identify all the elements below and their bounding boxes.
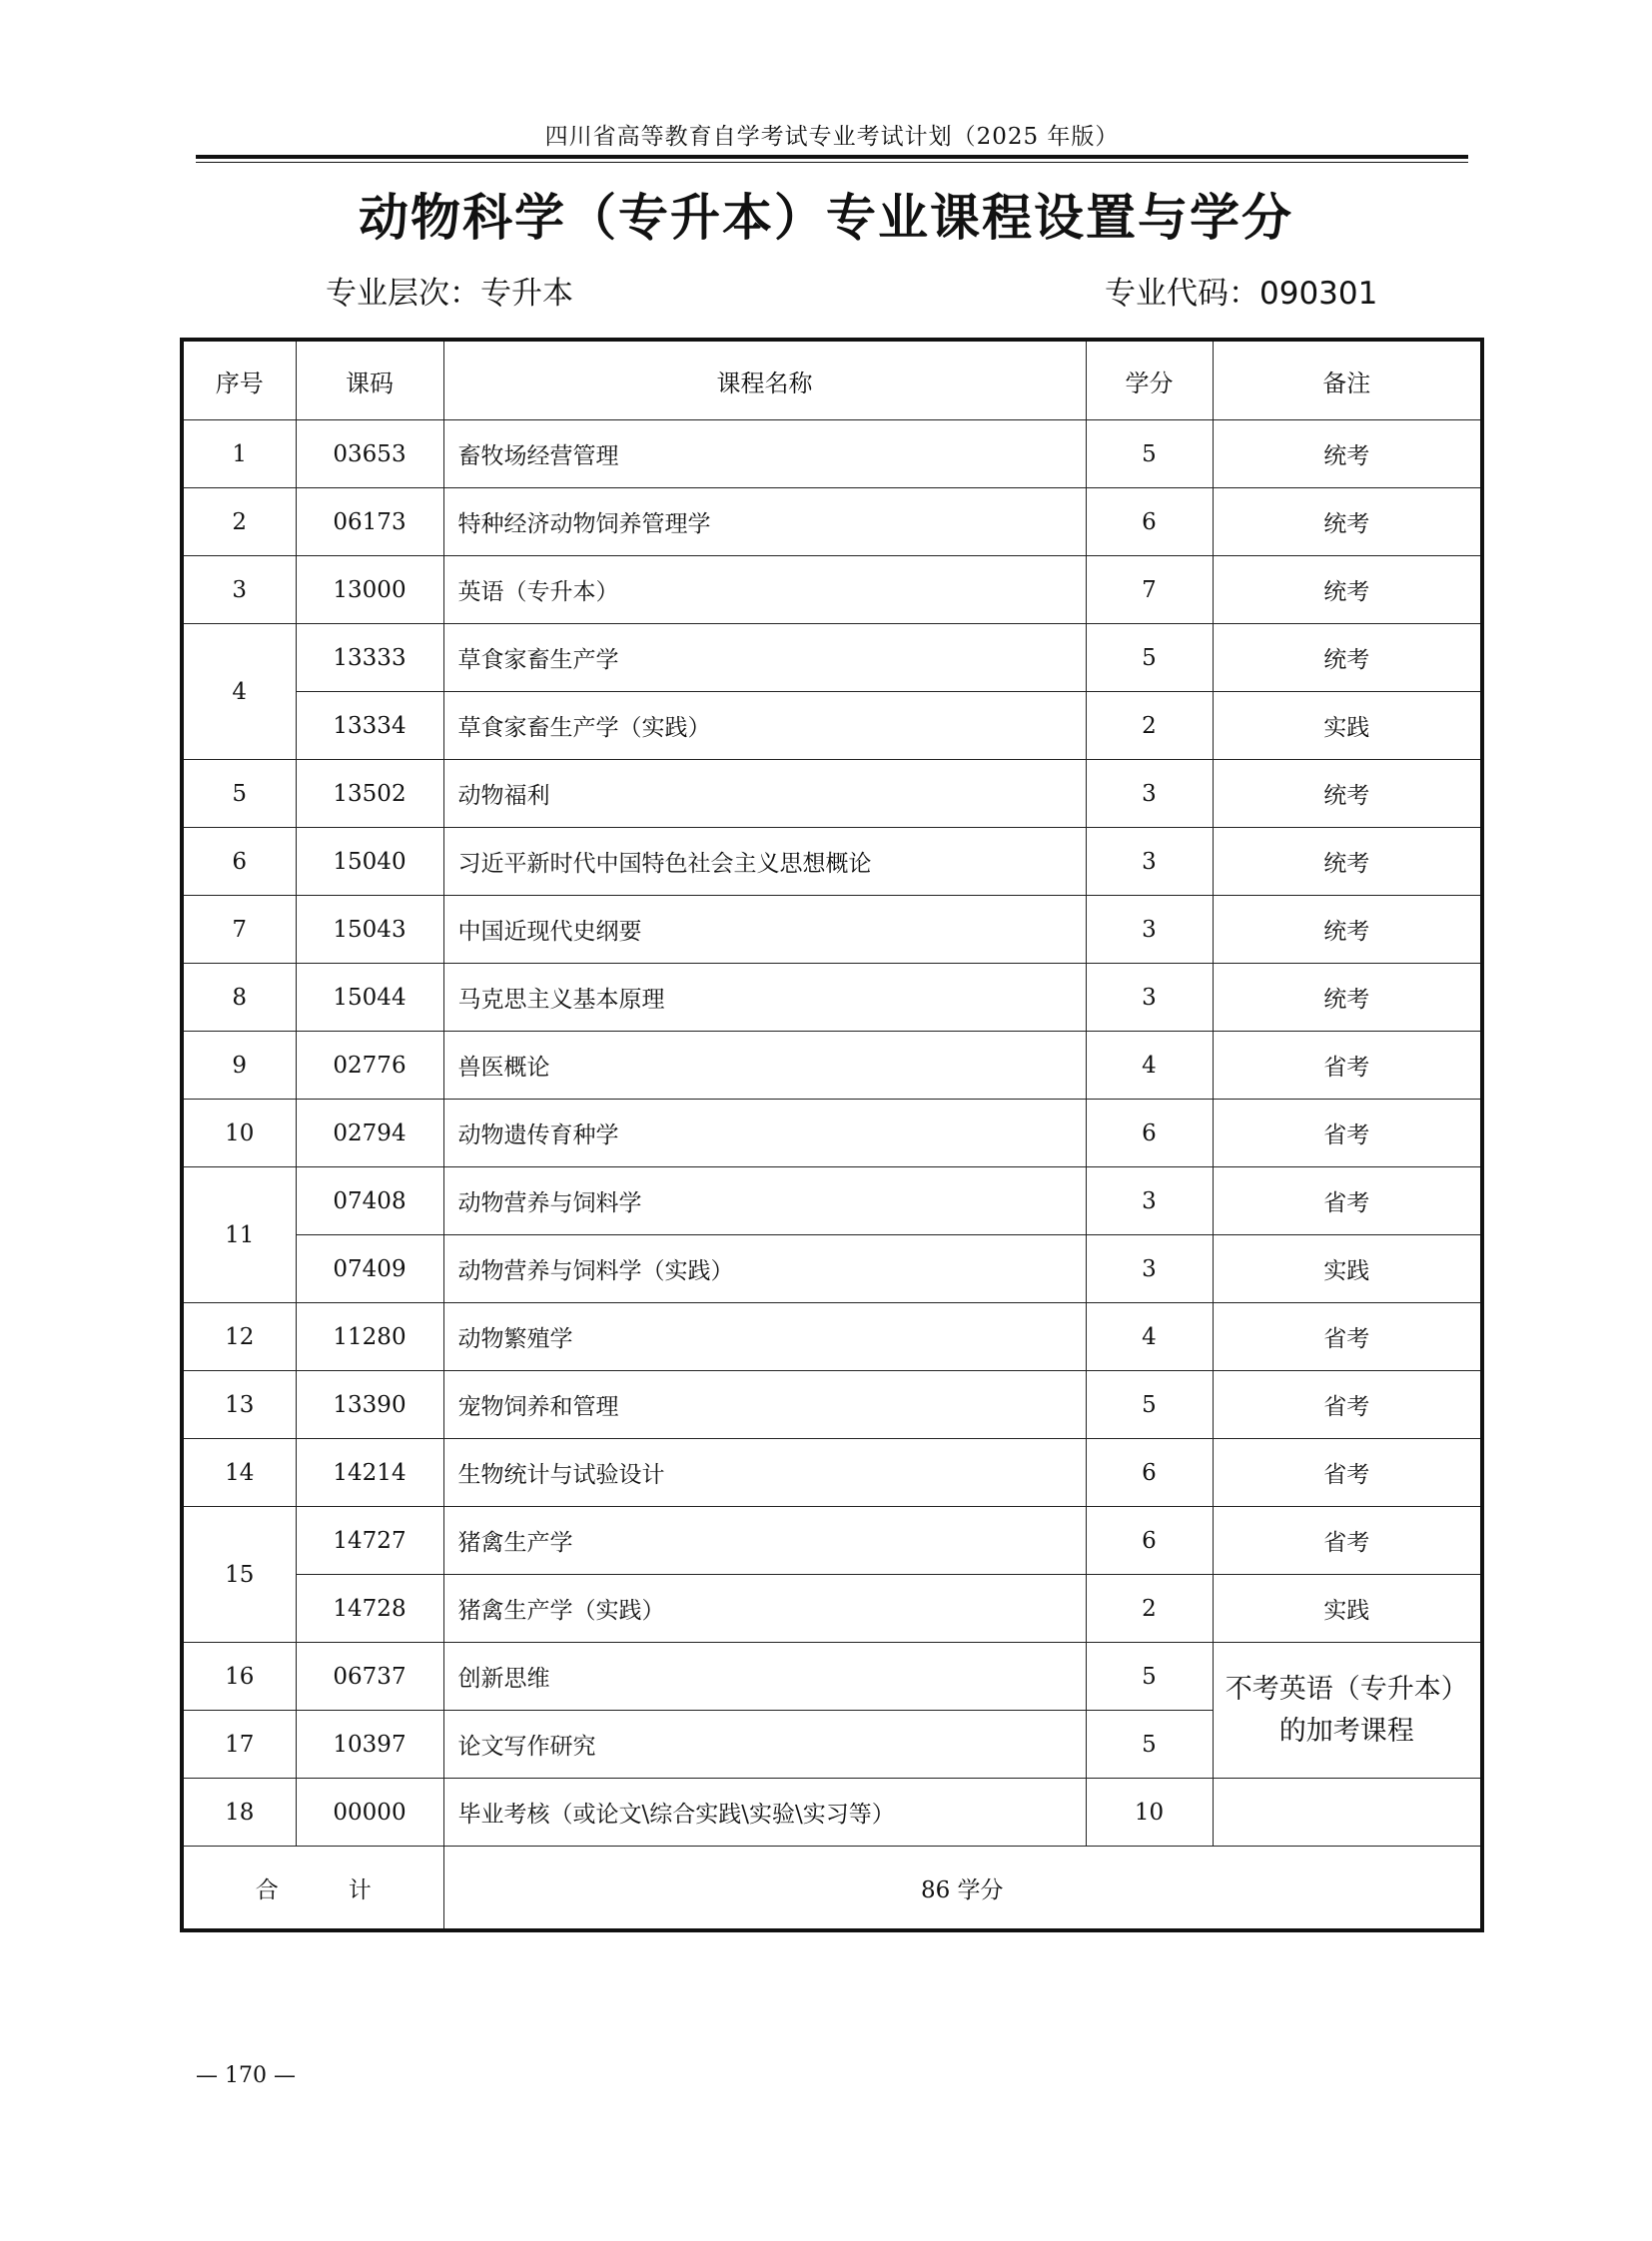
row-remark: 统考 xyxy=(1213,488,1482,556)
column-header-credit: 学分 xyxy=(1086,340,1213,420)
row-code: 15043 xyxy=(296,896,443,964)
row-remark: 实践 xyxy=(1213,1575,1482,1643)
row-no: 7 xyxy=(182,896,296,964)
row-remark: 统考 xyxy=(1213,760,1482,828)
row-code: 14727 xyxy=(296,1507,443,1575)
table-row xyxy=(182,1439,1482,1507)
row-code: 02794 xyxy=(296,1100,443,1167)
remark-extra-line-2: 的加考课程 xyxy=(1278,1715,1414,1747)
header-rule-thick xyxy=(196,155,1468,159)
row-credit: 3 xyxy=(1086,896,1213,964)
row-no: 8 xyxy=(182,964,296,1032)
row-course-name: 英语（专升本） xyxy=(443,556,1086,624)
total-credits: 86 学分 xyxy=(443,1847,1482,1931)
row-no: 17 xyxy=(182,1711,296,1779)
row-course-name: 草食家畜生产学 xyxy=(443,624,1086,692)
row-no: 5 xyxy=(182,760,296,828)
row-course-name: 动物繁殖学 xyxy=(443,1303,1086,1371)
total-label-char-2: 计 xyxy=(348,1876,372,1903)
row-remark: 统考 xyxy=(1213,556,1482,624)
row-course-name: 中国近现代史纲要 xyxy=(443,896,1086,964)
row-code: 13334 xyxy=(296,692,443,760)
row-credit: 2 xyxy=(1086,692,1213,760)
row-course-name: 猪禽生产学 xyxy=(443,1507,1086,1575)
row-code: 14728 xyxy=(296,1575,443,1643)
row-credit: 10 xyxy=(1086,1779,1213,1847)
table-row xyxy=(182,1371,1482,1439)
table-row xyxy=(182,556,1482,624)
table-row xyxy=(182,488,1482,556)
row-credit: 6 xyxy=(1086,488,1213,556)
row-credit: 3 xyxy=(1086,1167,1213,1235)
header-rule-thin xyxy=(196,162,1468,163)
major-code-label: 专业代码： xyxy=(1105,276,1259,312)
row-code: 15040 xyxy=(296,828,443,896)
table-row xyxy=(182,1167,1482,1235)
row-no: 6 xyxy=(182,828,296,896)
column-header-remark: 备注 xyxy=(1213,340,1482,420)
column-header-no: 序号 xyxy=(182,340,296,420)
row-credit: 3 xyxy=(1086,964,1213,1032)
page-title: 动物科学（专升本）专业课程设置与学分 xyxy=(359,189,1293,247)
row-credit: 4 xyxy=(1086,1303,1213,1371)
row-credit: 3 xyxy=(1086,760,1213,828)
row-course-name: 特种经济动物饲养管理学 xyxy=(443,488,1086,556)
row-course-name: 猪禽生产学（实践） xyxy=(443,1575,1086,1643)
column-header-name: 课程名称 xyxy=(443,340,1086,420)
table-row xyxy=(182,828,1482,896)
table-row xyxy=(182,1100,1482,1167)
table-row xyxy=(182,692,1482,760)
row-credit: 6 xyxy=(1086,1439,1213,1507)
table-header-row xyxy=(182,340,1482,420)
row-remark-extra-course xyxy=(1213,1643,1482,1779)
row-no: 15 xyxy=(182,1507,296,1643)
row-no: 10 xyxy=(182,1100,296,1167)
row-remark: 统考 xyxy=(1213,896,1482,964)
row-course-name: 动物遗传育种学 xyxy=(443,1100,1086,1167)
major-level xyxy=(326,268,573,313)
row-credit: 5 xyxy=(1086,420,1213,488)
total-label xyxy=(182,1847,443,1931)
row-course-name: 畜牧场经营管理 xyxy=(443,420,1086,488)
course-table xyxy=(180,338,1484,1932)
row-code: 10397 xyxy=(296,1711,443,1779)
table-row xyxy=(182,760,1482,828)
row-remark: 统考 xyxy=(1213,828,1482,896)
row-code: 13502 xyxy=(296,760,443,828)
table-row xyxy=(182,420,1482,488)
table-row xyxy=(182,1032,1482,1100)
row-no: 16 xyxy=(182,1643,296,1711)
row-course-name: 草食家畜生产学（实践） xyxy=(443,692,1086,760)
row-code: 11280 xyxy=(296,1303,443,1371)
page-number: — 170 — xyxy=(196,2063,296,2088)
row-course-name: 兽医概论 xyxy=(443,1032,1086,1100)
row-credit: 3 xyxy=(1086,828,1213,896)
row-code: 06737 xyxy=(296,1643,443,1711)
row-credit: 5 xyxy=(1086,1371,1213,1439)
row-remark: 省考 xyxy=(1213,1371,1482,1439)
row-credit: 7 xyxy=(1086,556,1213,624)
row-code: 07408 xyxy=(296,1167,443,1235)
major-code xyxy=(1105,268,1377,313)
row-no: 14 xyxy=(182,1439,296,1507)
row-no: 2 xyxy=(182,488,296,556)
row-no: 12 xyxy=(182,1303,296,1371)
table-row xyxy=(182,1303,1482,1371)
row-no: 9 xyxy=(182,1032,296,1100)
row-remark: 统考 xyxy=(1213,420,1482,488)
row-remark: 实践 xyxy=(1213,1235,1482,1303)
row-credit: 5 xyxy=(1086,1711,1213,1779)
row-credit: 4 xyxy=(1086,1032,1213,1100)
row-credit: 6 xyxy=(1086,1100,1213,1167)
row-no: 18 xyxy=(182,1779,296,1847)
major-level-value: 专升本 xyxy=(480,276,573,312)
table-row xyxy=(182,1643,1482,1711)
row-credit: 2 xyxy=(1086,1575,1213,1643)
table-row xyxy=(182,896,1482,964)
remark-extra-line-1: 不考英语（专升本） xyxy=(1225,1673,1468,1705)
row-credit: 5 xyxy=(1086,1643,1213,1711)
row-code: 03653 xyxy=(296,420,443,488)
major-level-label: 专业层次： xyxy=(326,276,480,312)
row-code: 00000 xyxy=(296,1779,443,1847)
table-row xyxy=(182,624,1482,692)
row-code: 13333 xyxy=(296,624,443,692)
column-header-code: 课码 xyxy=(296,340,443,420)
row-course-name: 生物统计与试验设计 xyxy=(443,1439,1086,1507)
total-row xyxy=(182,1847,1482,1931)
row-remark: 统考 xyxy=(1213,624,1482,692)
row-remark: 省考 xyxy=(1213,1439,1482,1507)
total-label-char-1: 合 xyxy=(255,1876,279,1903)
table-row xyxy=(182,964,1482,1032)
row-no: 13 xyxy=(182,1371,296,1439)
row-course-name: 动物营养与饲料学 xyxy=(443,1167,1086,1235)
row-remark: 省考 xyxy=(1213,1032,1482,1100)
row-code: 15044 xyxy=(296,964,443,1032)
running-header: 四川省高等教育自学考试专业考试计划（2025 年版） xyxy=(544,124,1120,150)
row-course-name: 马克思主义基本原理 xyxy=(443,964,1086,1032)
row-remark xyxy=(1213,1779,1482,1847)
row-course-name: 动物福利 xyxy=(443,760,1086,828)
row-credit: 5 xyxy=(1086,624,1213,692)
row-course-name: 宠物饲养和管理 xyxy=(443,1371,1086,1439)
table-row xyxy=(182,1507,1482,1575)
row-code: 14214 xyxy=(296,1439,443,1507)
row-remark: 省考 xyxy=(1213,1303,1482,1371)
table-row xyxy=(182,1779,1482,1847)
row-remark: 省考 xyxy=(1213,1507,1482,1575)
row-remark: 省考 xyxy=(1213,1167,1482,1235)
row-course-name: 创新思维 xyxy=(443,1643,1086,1711)
row-course-name: 论文写作研究 xyxy=(443,1711,1086,1779)
row-course-name: 毕业考核（或论文\综合实践\实验\实习等） xyxy=(443,1779,1086,1847)
row-remark: 统考 xyxy=(1213,964,1482,1032)
row-course-name: 习近平新时代中国特色社会主义思想概论 xyxy=(443,828,1086,896)
row-code: 02776 xyxy=(296,1032,443,1100)
row-code: 06173 xyxy=(296,488,443,556)
row-no: 4 xyxy=(182,624,296,760)
row-code: 13000 xyxy=(296,556,443,624)
row-credit: 6 xyxy=(1086,1507,1213,1575)
row-code: 07409 xyxy=(296,1235,443,1303)
table-row xyxy=(182,1235,1482,1303)
row-credit: 3 xyxy=(1086,1235,1213,1303)
table-row xyxy=(182,1575,1482,1643)
row-no: 3 xyxy=(182,556,296,624)
row-code: 13390 xyxy=(296,1371,443,1439)
row-no: 11 xyxy=(182,1167,296,1303)
row-remark: 实践 xyxy=(1213,692,1482,760)
row-remark: 省考 xyxy=(1213,1100,1482,1167)
major-code-value: 090301 xyxy=(1259,276,1378,312)
row-no: 1 xyxy=(182,420,296,488)
row-course-name: 动物营养与饲料学（实践） xyxy=(443,1235,1086,1303)
